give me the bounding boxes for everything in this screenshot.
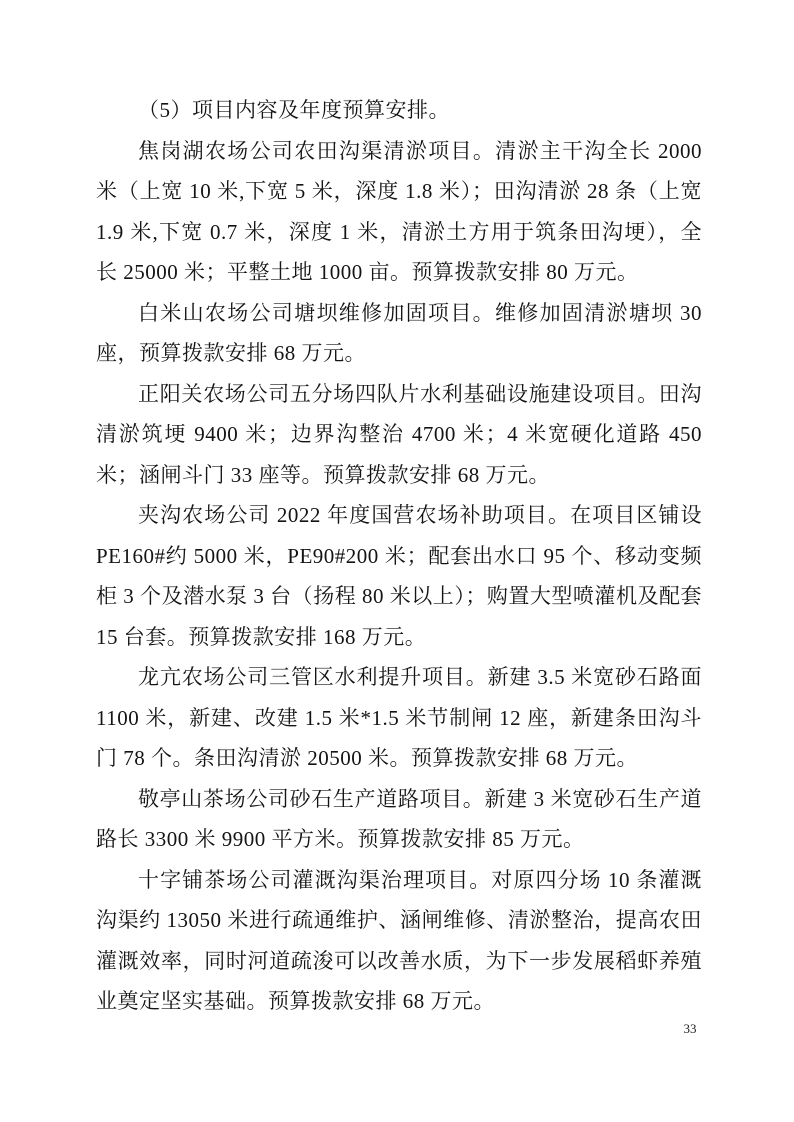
paragraph-baimishan-project: 白米山农场公司塘坝维修加固项目。维修加固清淤塘坝 30 座，预算拨款安排 68 万元。 [96,300,702,365]
paragraph-zhengyangguan-project: 正阳关农场公司五分场四队片水利基础设施建设项目。田沟清淤筑埂 9400 米；边界沟整治 4700 米；4 米宽硬化道路 450 米；涵闸斗门 33 座等。预算拨款安排 68 万元。 [96,381,702,487]
paragraph-jiaoganghu-project: 焦岗湖农场公司农田沟渠清淤项目。清淤主干沟全长 2000 米（上宽 10 米,下宽 5 米，深度 1.8 米）；田沟清淤 28 条（上宽 1.9 米,下宽 0.7 米，深度 1 米，清淤土方用于筑条田沟埂），全长 25000 米；平整土地 1000 亩。预算拨款安排 80 万元。 [96,138,702,284]
paragraph-longkang-project: 龙亢农场公司三管区水利提升项目。新建 3.5 米宽砂石路面 1100 米，新建、改建 1.5 米*1.5 米节制闸 12 座，新建条田沟斗门 78 个。条田沟清淤 20500 米。预算拨款安排 68 万元。 [96,665,702,770]
paragraph-jingtingshan-project: 敬亭山茶场公司砂石生产道路项目。新建 3 米宽砂石生产道路长 3300 米 9900 平方米。预算拨款安排 85 万元。 [96,786,702,851]
paragraph-shizipu-project: 十字铺茶场公司灌溉沟渠治理项目。对原四分场 10 条灌溉沟渠约 13050 米进行疏通维护、涵闸维修、清淤整治，提高农田灌溉效率，同时河道疏浚可以改善水质，为下一步发展稻虾养殖业奠定坚实基础。预算拨款安排 68 万元。 [96,867,702,1013]
section-heading: （5）项目内容及年度预算安排。 [138,98,450,122]
page-number: 33 [683,1021,697,1036]
paragraph-jiagou-project: 夹沟农场公司 2022 年度国营农场补助项目。在项目区铺设 PE160#约 5000 米，PE90#200 米；配套出水口 95 个、移动变频柜 3 个及潜水泵 3 台（扬程 80 米以上）；购置大型喷灌机及配套 15 台套。预算拨款安排 168 万元。 [96,503,702,649]
document-body [96,90,702,1022]
